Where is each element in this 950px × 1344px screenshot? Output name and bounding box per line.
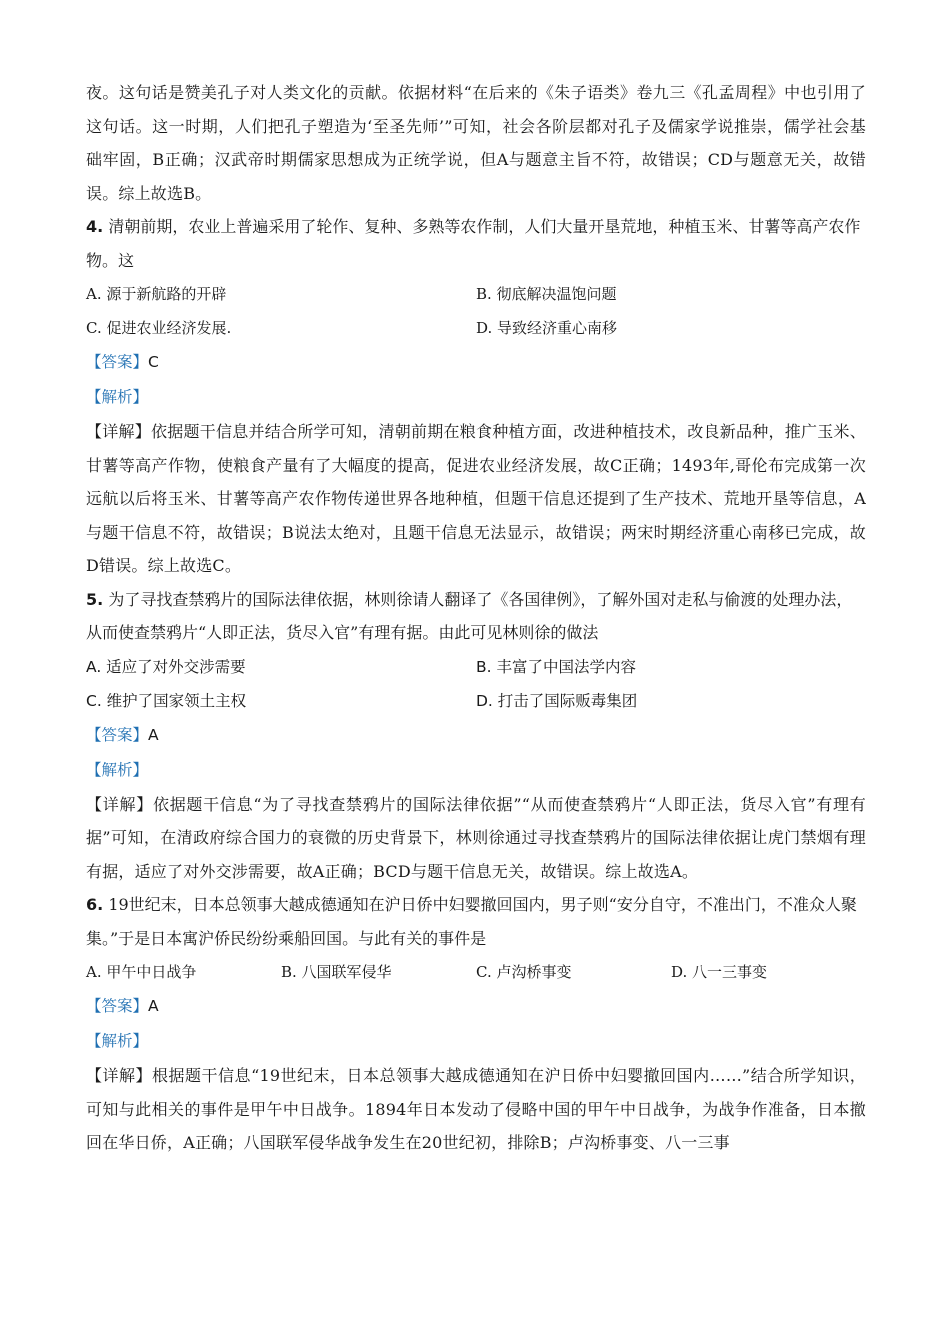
option-d: D. 导致经济重心南移 (476, 319, 618, 337)
detail-text: 依据题干信息并结合所学可知，清朝前期在粮食种植方面，改进种植技术，改良新品种，推广玉米、甘薯等高产作物，使粮食产量有了大幅度的提高，促进农业经济发展，故C正确；1493年,哥伦布完成第一次远航以后将玉米、甘薯等高产农作物传递世界各地种植，但题干信息还提到了生产技术、荒地开垦等信息，A与题干信息不符，故错误；B说法太绝对，且题干信息无法显示，故错误；两宋时期经济重心南移已完成，故D错误。综上故选C。 (86, 422, 866, 575)
option-b: B. 八国联军侵华 (281, 963, 392, 981)
question-number: 5. (86, 589, 104, 609)
answer-value: A (148, 725, 159, 744)
question-5-options (86, 650, 866, 718)
detail-label: 【详解】 (86, 1066, 153, 1085)
option-a: A. 适应了对外交涉需要 (86, 657, 246, 676)
detail-label: 【详解】 (86, 422, 152, 441)
detail-label: 【详解】 (86, 794, 153, 814)
analysis-label: 【解析】 (86, 760, 149, 779)
detail-paragraph (86, 415, 866, 583)
question-6-options (86, 955, 866, 989)
question-4-options (86, 277, 866, 345)
question-5 (86, 583, 866, 650)
option-a: A. 甲午中日战争 (86, 963, 197, 981)
analysis-label: 【解析】 (86, 1032, 149, 1050)
option-b: B. 彻底解决温饱问题 (476, 285, 617, 303)
q3-analysis-continuation: 夜。这句话是赞美孔子对人类文化的贡献。依据材料“在后来的《朱子语类》卷九三《孔孟周程》中也引用了这句话。这一时期，人们把孔子塑造为‘至圣先师’”可知，社会各阶层都对孔子及儒家学说推崇，儒学社会基础牢固，B正确；汉武帝时期儒家思想成为正统学说，但A与题意主旨不符，故错误；CD与题意无关，故错误。综上故选B。 (86, 83, 866, 203)
question-4 (86, 210, 866, 277)
analysis-label: 【解析】 (86, 388, 149, 406)
answer-value: C (148, 353, 159, 371)
answer-label: 【答案】 (86, 353, 149, 371)
question-6 (86, 888, 866, 955)
option-a: A. 源于新航路的开辟 (86, 285, 227, 303)
answer-line (86, 989, 866, 1024)
detail-paragraph (86, 1059, 866, 1160)
page-content (86, 76, 866, 1160)
question-number: 6. (86, 895, 104, 914)
answer-line (86, 345, 866, 380)
answer-label: 【答案】 (86, 725, 149, 744)
option-c: C. 促进农业经济发展. (86, 319, 232, 337)
question-stem: 19世纪末，日本总领事大越成德通知在沪日侨中妇婴撤回国内，男子则“安分自守，不准出门，不准众人聚集。”于是日本寓沪侨民纷纷乘船回国。与此有关的事件是 (86, 895, 857, 948)
answer-label: 【答案】 (86, 997, 149, 1015)
answer-line (86, 718, 866, 753)
answer-value: A (148, 997, 159, 1015)
question-stem: 为了寻找查禁鸦片的国际法律依据，林则徐请人翻译了《各国律例》，了解外国对走私与偷渡的处理办法，从而使查禁鸦片“人即正法，货尽入官”有理有据。由此可见林则徐的做法 (86, 589, 853, 642)
question-stem: 清朝前期，农业上普遍采用了轮作、复种、多熟等农作制，人们大量开垦荒地，种植玉米、甘薯等高产农作物。这 (86, 217, 861, 270)
detail-text: 根据题干信息“19世纪末，日本总领事大越成德通知在沪日侨中妇婴撤回国内……”结合所学知识，可知与此相关的事件是甲午中日战争。1894年日本发动了侵略中国的甲午中日战争，为战争作准备，日本撤回在华日侨，A正确；八国联军侵华战争发生在20世纪初，排除B；卢沟桥事变、八一三事 (86, 1066, 866, 1152)
detail-text: 依据题干信息“为了寻找查禁鸦片的国际法律依据”“从而使查禁鸦片“人即正法，货尽入官”有理有据”可知，在清政府综合国力的衰微的历史背景下，林则徐通过寻找查禁鸦片的国际法律依据让虎门禁烟有理有据，适应了对外交涉需要，故A正确；BCD与题干信息无关，故错误。综上故选A。 (86, 794, 866, 881)
option-c: C. 卢沟桥事变 (476, 963, 572, 981)
option-b: B. 丰富了中国法学内容 (476, 657, 636, 676)
detail-paragraph (86, 788, 866, 889)
option-d: D. 八一三事变 (671, 963, 768, 981)
question-number: 4. (86, 217, 104, 236)
option-c: C. 维护了国家领土主权 (86, 691, 247, 710)
option-d: D. 打击了国际贩毒集团 (476, 691, 638, 710)
